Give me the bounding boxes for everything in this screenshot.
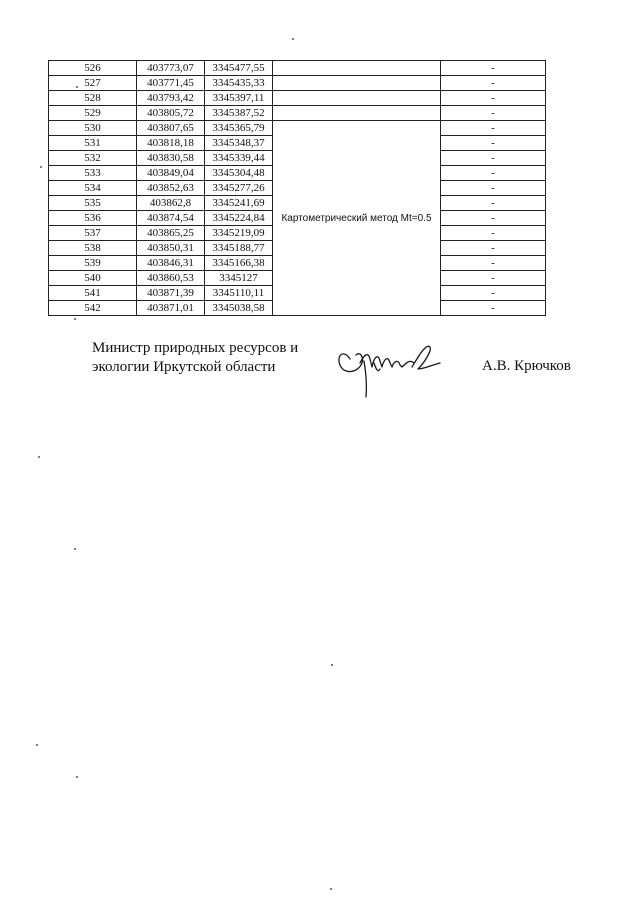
x-coordinate-cell: 403807,65 bbox=[137, 121, 205, 136]
point-number-cell: 539 bbox=[49, 256, 137, 271]
y-coordinate-cell: 3345188,77 bbox=[205, 241, 273, 256]
y-coordinate-cell: 3345241,69 bbox=[205, 196, 273, 211]
method-cell-empty bbox=[273, 76, 441, 91]
accuracy-cell: - bbox=[441, 151, 546, 166]
x-coordinate-cell: 403865,25 bbox=[137, 226, 205, 241]
point-number-cell: 536 bbox=[49, 211, 137, 226]
point-number-cell: 540 bbox=[49, 271, 137, 286]
point-number-cell: 535 bbox=[49, 196, 137, 211]
table-row bbox=[49, 76, 546, 91]
accuracy-cell: - bbox=[441, 91, 546, 106]
y-coordinate-cell: 3345219,09 bbox=[205, 226, 273, 241]
x-coordinate-cell: 403852,63 bbox=[137, 181, 205, 196]
table-row bbox=[49, 106, 546, 121]
y-coordinate-cell: 3345110,11 bbox=[205, 286, 273, 301]
point-number-cell: 533 bbox=[49, 166, 137, 181]
accuracy-cell: - bbox=[441, 241, 546, 256]
accuracy-cell: - bbox=[441, 226, 546, 241]
y-coordinate-cell: 3345397,11 bbox=[205, 91, 273, 106]
signatory-name: А.В. Крючков bbox=[482, 358, 571, 374]
y-coordinate-cell: 3345339,44 bbox=[205, 151, 273, 166]
y-coordinate-cell: 3345277,26 bbox=[205, 181, 273, 196]
point-number-cell: 531 bbox=[49, 136, 137, 151]
x-coordinate-cell: 403849,04 bbox=[137, 166, 205, 181]
y-coordinate-cell: 3345038,58 bbox=[205, 301, 273, 316]
y-coordinate-cell: 3345166,38 bbox=[205, 256, 273, 271]
x-coordinate-cell: 403830,58 bbox=[137, 151, 205, 166]
table-row bbox=[49, 91, 546, 106]
x-coordinate-cell: 403860,53 bbox=[137, 271, 205, 286]
y-coordinate-cell: 3345435,33 bbox=[205, 76, 273, 91]
y-coordinate-cell: 3345224,84 bbox=[205, 211, 273, 226]
scan-speck bbox=[40, 166, 42, 168]
accuracy-cell: - bbox=[441, 106, 546, 121]
accuracy-cell: - bbox=[441, 286, 546, 301]
x-coordinate-cell: 403846,31 bbox=[137, 256, 205, 271]
scan-speck bbox=[76, 86, 78, 88]
y-coordinate-cell: 3345127 bbox=[205, 271, 273, 286]
table-row bbox=[49, 61, 546, 76]
y-coordinate-cell: 3345304,48 bbox=[205, 166, 273, 181]
scan-speck bbox=[74, 548, 76, 550]
handwritten-signature bbox=[334, 333, 446, 403]
signatory-role-line-2: экологии Иркутской области bbox=[92, 359, 276, 375]
coordinates-table-body bbox=[49, 61, 546, 316]
scan-speck bbox=[330, 888, 332, 890]
point-number-cell: 537 bbox=[49, 226, 137, 241]
y-coordinate-cell: 3345477,55 bbox=[205, 61, 273, 76]
accuracy-cell: - bbox=[441, 76, 546, 91]
method-cell-empty bbox=[273, 91, 441, 106]
x-coordinate-cell: 403805,72 bbox=[137, 106, 205, 121]
scan-speck bbox=[38, 456, 40, 458]
scan-speck bbox=[36, 744, 38, 746]
accuracy-cell: - bbox=[441, 121, 546, 136]
x-coordinate-cell: 403871,01 bbox=[137, 301, 205, 316]
method-cell-empty bbox=[273, 106, 441, 121]
point-number-cell: 529 bbox=[49, 106, 137, 121]
x-coordinate-cell: 403862,8 bbox=[137, 196, 205, 211]
x-coordinate-cell: 403773,07 bbox=[137, 61, 205, 76]
point-number-cell: 528 bbox=[49, 91, 137, 106]
point-number-cell: 527 bbox=[49, 76, 137, 91]
accuracy-cell: - bbox=[441, 196, 546, 211]
point-number-cell: 530 bbox=[49, 121, 137, 136]
method-cell: Картометрический метод Mt=0.5 bbox=[273, 121, 441, 316]
accuracy-cell: - bbox=[441, 136, 546, 151]
x-coordinate-cell: 403874,54 bbox=[137, 211, 205, 226]
point-number-cell: 538 bbox=[49, 241, 137, 256]
signatory-role bbox=[92, 339, 298, 377]
accuracy-cell: - bbox=[441, 181, 546, 196]
accuracy-cell: - bbox=[441, 61, 546, 76]
accuracy-cell: - bbox=[441, 211, 546, 226]
y-coordinate-cell: 3345365,79 bbox=[205, 121, 273, 136]
point-number-cell: 526 bbox=[49, 61, 137, 76]
scan-speck bbox=[292, 38, 294, 40]
accuracy-cell: - bbox=[441, 256, 546, 271]
x-coordinate-cell: 403818,18 bbox=[137, 136, 205, 151]
accuracy-cell: - bbox=[441, 301, 546, 316]
point-number-cell: 534 bbox=[49, 181, 137, 196]
scan-speck bbox=[331, 664, 333, 666]
signatory-role-line-1: Министр природных ресурсов и bbox=[92, 340, 299, 356]
point-number-cell: 532 bbox=[49, 151, 137, 166]
accuracy-cell: - bbox=[441, 166, 546, 181]
scan-speck bbox=[74, 318, 76, 320]
table-row bbox=[49, 121, 546, 136]
point-number-cell: 541 bbox=[49, 286, 137, 301]
method-cell-empty bbox=[273, 61, 441, 76]
x-coordinate-cell: 403871,39 bbox=[137, 286, 205, 301]
scan-speck bbox=[76, 776, 78, 778]
x-coordinate-cell: 403771,45 bbox=[137, 76, 205, 91]
accuracy-cell: - bbox=[441, 271, 546, 286]
y-coordinate-cell: 3345387,52 bbox=[205, 106, 273, 121]
point-number-cell: 542 bbox=[49, 301, 137, 316]
coordinates-table bbox=[48, 60, 546, 316]
x-coordinate-cell: 403793,42 bbox=[137, 91, 205, 106]
x-coordinate-cell: 403850,31 bbox=[137, 241, 205, 256]
y-coordinate-cell: 3345348,37 bbox=[205, 136, 273, 151]
